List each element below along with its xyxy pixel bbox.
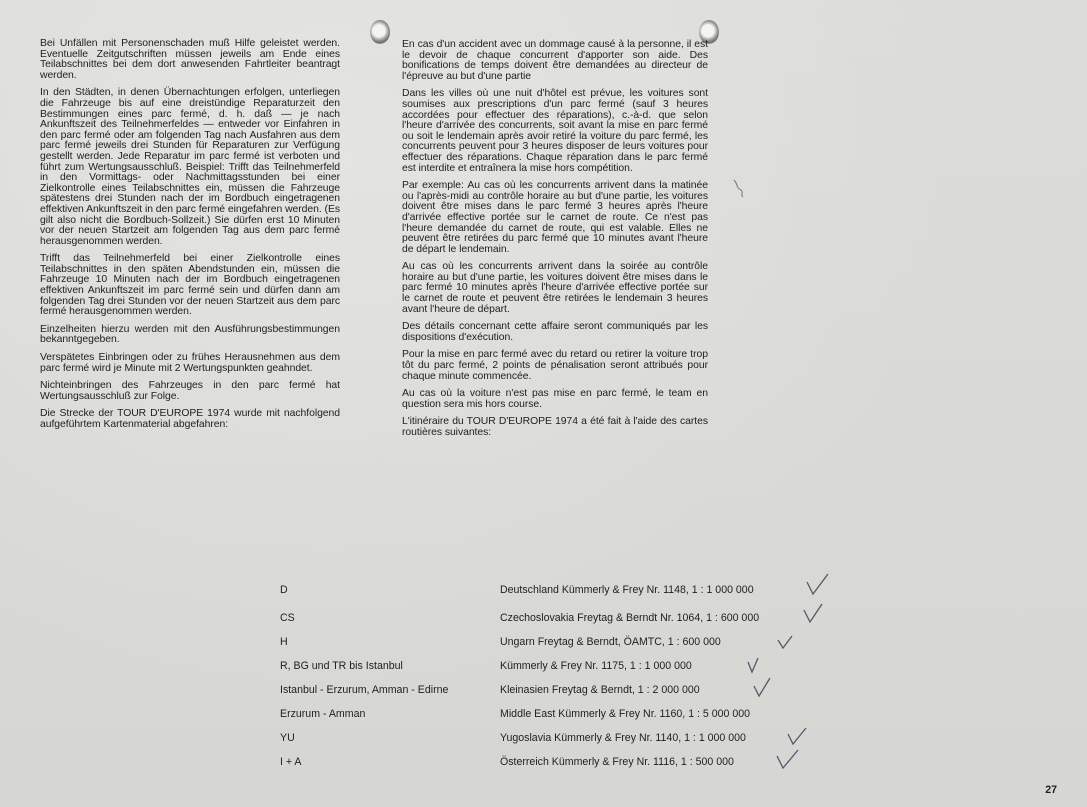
french-paragraph-7: Au cas où la voiture n'est pas mise en parc fermé, le team en question sera mis hors course. [402, 388, 708, 410]
french-paragraph-1: En cas d'un accident avec un dommage causé à la personne, il est le devoir de chaque concurrent d'apporter son aide. Des bonifications de temps doivent être demandées au directeur de l'épreuve au but d'une partie [402, 39, 708, 82]
handwritten-check-icon [774, 630, 802, 654]
french-paragraph-5: Des détails concernant cette affaire seront communiqués par les dispositions d'exécution. [402, 321, 708, 343]
map-description: Kümmerly & Frey Nr. 1175, 1 : 1 000 000 [500, 660, 692, 672]
german-paragraph-5: Verspätetes Einbringen oder zu frühes Herausnehmen aus dem parc fermé wird je Minute mit 2 Wertungspunkten geahndet. [40, 352, 340, 374]
handwritten-check-icon [750, 676, 778, 700]
map-description: Czechoslovakia Freytag & Berndt Nr. 1064, 1 : 600 000 [500, 612, 760, 624]
map-region: YU [280, 732, 295, 744]
german-paragraph-1: Bei Unfällen mit Personenschaden muß Hilfe geleistet werden. Eventuelle Zeitgutschriften müssen jeweils am Ende eines Teilabschnittes bei dem dort anwesenden Fahrtleiter beantragt werden. [40, 38, 340, 81]
page-number: 27 [1045, 784, 1057, 796]
map-region: D [280, 584, 288, 596]
map-region: H [280, 636, 288, 648]
french-paragraph-3: Par exemple: Au cas où les concurrents arrivent dans la matinée ou l'après-midi au contrôle horaire au but d'une partie, les voitures doivent être mises dans le parc fermé 3 heures après l'heure d'arrivée effective portée sur le carnet de route. Ce n'est pas l'heure demandée du carnet de route, qui est valable. Elles ne peuvent être retirées du parc fermé que 10 minutes avant l'heure de départ le lendemain. [402, 180, 708, 255]
french-paragraph-8: L'itinéraire du TOUR D'EUROPE 1974 a été fait à l'aide des cartes routières suivantes: [402, 416, 708, 438]
pencil-mark [732, 178, 746, 198]
map-region: R, BG und TR bis Istanbul [280, 660, 403, 672]
map-description: Middle East Kümmerly & Frey Nr. 1160, 1 : 5 000 000 [500, 708, 751, 720]
handwritten-check-icon [784, 724, 812, 748]
german-paragraph-2: In den Städten, in denen Übernachtungen erfolgen, unterliegen die Fahrzeuge bis auf eine dreistündige Reparaturzeit den Bestimmungen eines parc fermé, d. h. daß — je nach Ankunftszeit des Teilnehmerfeldes — entweder vor Einfahren in den parc fermé oder am folgenden Tag nach Ausfahren aus dem parc fermé jeweils drei Stunden für Reparaturen zur Verfügung gestellt werden. Jede Reparatur im parc fermé ist verboten und führt zum Wertungsausschluß. Beispiel: Trifft das Teilnehmerfeld in den Vormittags- oder Nachmittagsstunden bei einer Zielkontrolle eines Teilabschnittes ein, müssen die Fahrzeuge spätestens drei Stunden nach der im Bordbuch eingetragenen effektiven Ankunftszeit in den parc fermé eingefahren werden. (Es gilt also nicht die Bordbuch-Sollzeit.) Sie dürfen erst 10 Minuten vor der neuen Startzeit am folgenden Tag aus dem parc fermé herausgenommen werden. [40, 87, 340, 247]
german-text-column [40, 39, 340, 438]
map-row [280, 732, 840, 748]
map-row [280, 684, 840, 700]
german-paragraph-4: Einzelheiten hierzu werden mit den Ausführungsbestimmungen bekanntgegeben. [40, 323, 340, 346]
map-row [280, 708, 840, 724]
map-description: Österreich Kümmerly & Frey Nr. 1116, 1 : 500 000 [500, 756, 734, 768]
german-paragraph-7: Die Strecke der TOUR D'EUROPE 1974 wurde mit nachfolgend aufgeführtem Kartenmaterial abgefahren: [40, 408, 340, 430]
map-row [280, 584, 840, 600]
french-paragraph-2: Dans les villes où une nuit d'hôtel est prévue, les voitures sont soumises aux prescriptions d'un parc fermé (sauf 3 heures accordées pour effectuer des réparations), c.-à-d. que selon l'heure d'arrivée des concurrents, soit avant la mise en parc fermé ou soit le lendemain après avoir retiré la voiture du parc fermé, les concurrents peuvent pour 3 heures disposer de leurs voitures pour effectuer des réparations. Chaque réparation dans le parc fermé est interdite et entraînera la mise hors compétition. [402, 88, 708, 174]
map-region: CS [280, 612, 295, 624]
map-description: Ungarn Freytag & Berndt, ÖAMTC, 1 : 600 000 [500, 636, 721, 648]
map-row [280, 660, 840, 676]
map-description: Deutschland Kümmerly & Frey Nr. 1148, 1 : 1 000 000 [500, 584, 754, 596]
map-row [280, 612, 840, 628]
map-row [280, 756, 840, 772]
french-paragraph-6: Pour la mise en parc fermé avec du retard ou retirer la voiture trop tôt du parc fermé, 2 points de pénalisation seront attribués pour chaque minute commencée. [402, 349, 708, 382]
german-paragraph-6: Nichteinbringen des Fahrzeuges in den parc fermé hat Wertungsausschluß zur Folge. [40, 380, 340, 402]
french-paragraph-4: Au cas où les concurrents arrivent dans la soirée au contrôle horaire au but d'une partie, les voitures doivent être mises dans le parc fermé 10 minutes après l'heure d'arrivée effective portée sur le carnet de route et peuvent être retirées le lendemain 3 heures avant l'heure de départ. [402, 261, 708, 315]
map-region: Istanbul - Erzurum, Amman - Edirne [280, 684, 449, 696]
german-paragraph-3: Trifft das Teilnehmerfeld bei einer Zielkontrolle eines Teilabschnittes in den späten Abendstunden ein, müssen die Fahrzeuge 10 Minuten nach der im Bordbuch eingetragenen effektiven Ankunftszeit im parc fermé sein und dürfen dann am folgenden Tag drei Stunden vor der neuen Startzeit aus dem parc fermé herausgenommen werden. [40, 253, 340, 318]
map-description: Yugoslavia Kümmerly & Frey Nr. 1140, 1 : 1 000 000 [500, 732, 746, 744]
handwritten-check-icon [800, 602, 828, 626]
french-text-column [402, 40, 708, 446]
map-description: Kleinasien Freytag & Berndt, 1 : 2 000 000 [500, 684, 700, 696]
handwritten-check-icon [742, 654, 770, 678]
map-row [280, 636, 840, 652]
handwritten-check-icon [804, 572, 832, 596]
map-region: Erzurum - Amman [280, 708, 366, 720]
map-region: I + A [280, 756, 302, 768]
punch-hole-left [370, 20, 390, 44]
handwritten-check-icon [774, 746, 802, 770]
